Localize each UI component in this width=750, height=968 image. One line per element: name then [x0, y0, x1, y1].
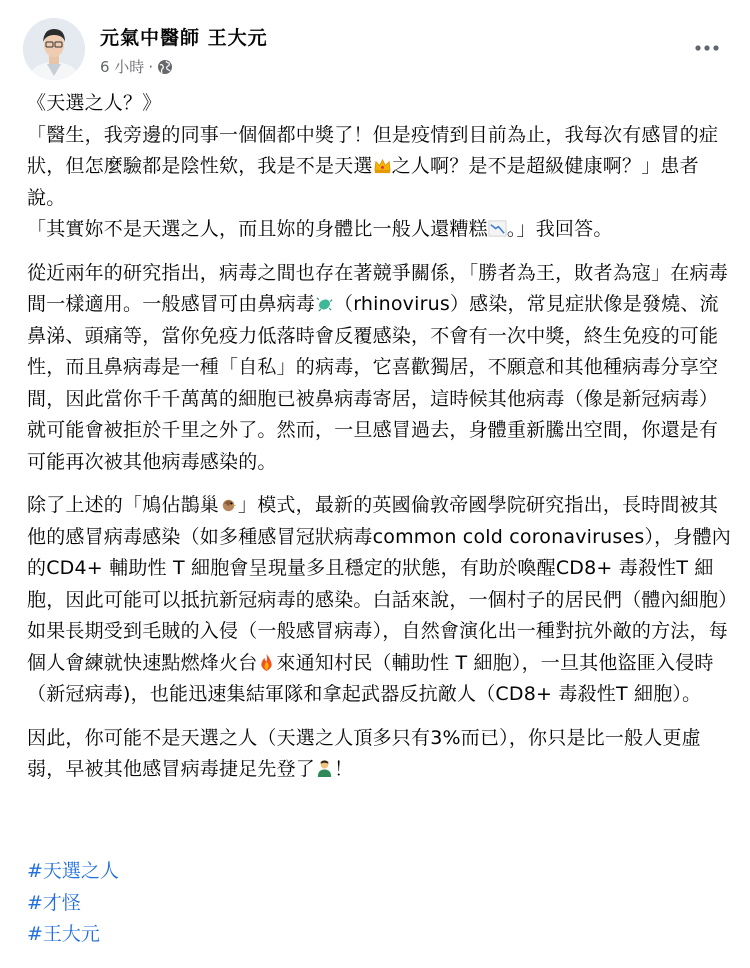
hashtag-link[interactable]: #天選之人: [27, 860, 119, 882]
paragraph-research-text-1: 除了上述的「鳩佔鵲巢: [27, 494, 220, 516]
dialogue-patient-text-2: 之人啊？是不是超級健康啊？」患者說。: [27, 155, 699, 209]
bird-emoji: [219, 495, 238, 514]
chart-decreasing-emoji: [488, 219, 507, 238]
paragraph-rhinovirus-text-2: （rhinovirus）感染，常見症狀像是發燒、流鼻涕、頭痛等，當你免疫力低落時會反覆感染，不會有一次中獎，終生免疫的可能性，而且鼻病毒是一種「自私」的病毒，它喜歡獨居，不願意和其他種病毒分享空間，因此當你千千萬萬的細胞已被鼻病毒寄居，這時候其他病毒（像是新冠病毒）就可能會被拒於千里之外了。然而，一旦感冒過去，身體重新騰出空間，你還是有可能再次被其他病毒感染的。: [27, 293, 719, 473]
post-body: [27, 88, 731, 786]
more-horizontal-icon: [695, 45, 719, 51]
avatar-image: [23, 18, 85, 80]
more-options-button[interactable]: [689, 30, 725, 66]
hashtag-link[interactable]: #王大元: [27, 923, 100, 945]
person-shrugging-emoji: [315, 759, 334, 778]
post-meta: [100, 56, 173, 77]
hashtag-list: [27, 856, 119, 951]
dialogue-patient-text-1: 「醫生，我旁邊的同事一個個都中獎了！但是疫情到目前為止，我每次有感冒的症狀，但怎麼驗都是陰性欸，我是不是天選: [27, 123, 719, 177]
dialogue-doctor-text-2: 。」我回答。: [506, 218, 613, 240]
post-title: 《天選之人？》: [27, 92, 162, 114]
globe-icon[interactable]: [157, 59, 173, 75]
meta-separator: ·: [148, 57, 154, 76]
paragraph-gap: [27, 246, 731, 258]
paragraph-research-text-2: 」模式，最新的英國倫敦帝國學院研究指出，長時間被其他的感冒病毒感染（如多種感冒冠狀病毒common cold coronaviruses），身體內的CD4+ 輔助性 T 細胞會呈現量多且穩定的狀態，有助於喚醒CD8+ 毒殺性T 細胞，因此可能可以抵抗新冠病毒的感染。白話來說，一個村子的居民們（體內細胞）如果長期受到毛賊的入侵（一般感冒病毒），自然會演化出一種對抗外敵的方法，每個人會練就快速點燃烽火台: [27, 494, 731, 674]
post-time[interactable]: 6 小時: [100, 58, 145, 76]
paragraph-conclusion: [27, 723, 731, 786]
dialogue-patient: [27, 120, 731, 215]
fire-emoji: [257, 653, 276, 672]
hashtag-link[interactable]: #才怪: [27, 891, 81, 914]
dialogue-doctor: [27, 214, 731, 246]
avatar[interactable]: [23, 18, 85, 80]
paragraph-conclusion-text-1: 因此，你可能不是天選之人（天選之人頂多只有3%而已），你只是比一般人更虛弱，早被其他感冒病毒捷足先登了: [27, 726, 701, 780]
paragraph-research: [27, 490, 731, 711]
crown-emoji: [373, 156, 392, 175]
paragraph-gap: [27, 711, 731, 723]
paragraph-gap: [27, 478, 731, 490]
author-name[interactable]: 元氣中醫師 王大元: [100, 27, 268, 49]
dialogue-doctor-text-1: 「其實妳不是天選之人，而且妳的身體比一般人還糟糕: [27, 218, 488, 240]
microbe-emoji: [315, 294, 334, 313]
paragraph-rhinovirus-text-1: 從近兩年的研究指出，病毒之間也存在著競爭關係，「勝者為王，敗者為寇」在病毒間一樣適用。一般感冒可由鼻病毒: [27, 261, 728, 315]
paragraph-research-text-3: 來通知村民（輔助性 T 細胞），一旦其他盜匪入侵時（新冠病毒)，也能迅速集結軍隊和拿起武器反抗敵人（CD8+ 毒殺性T 細胞）。: [27, 651, 714, 705]
post-header: [23, 18, 727, 82]
paragraph-conclusion-text-2: ！: [334, 758, 354, 780]
paragraph-rhinovirus: [27, 258, 731, 479]
